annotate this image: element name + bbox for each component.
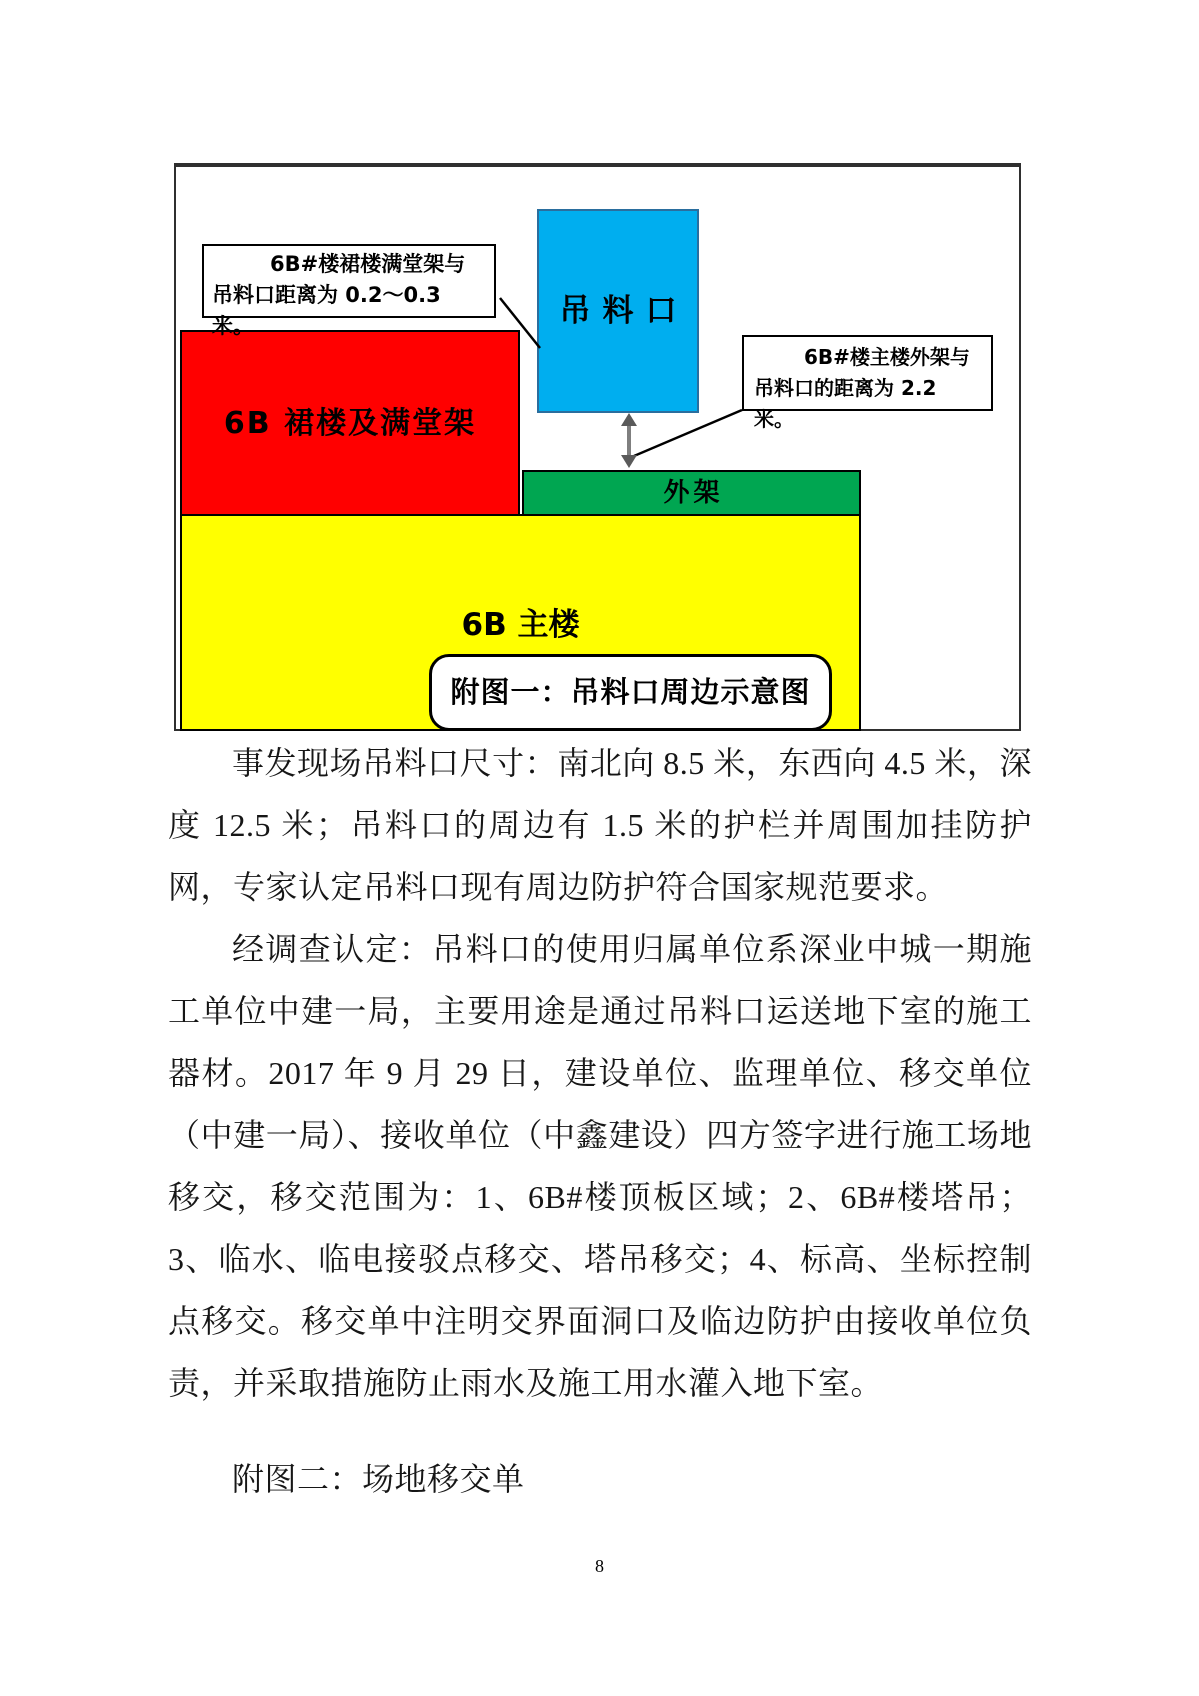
callout-podium-distance: 6B#楼裙楼满堂架与吊料口距离为 0.2～0.3 米。 [202,244,496,318]
hoist-opening-label: 吊料口 [559,292,689,329]
outer-scaffold-label: 外架 [663,477,724,508]
podium-label: 6B 裙楼及满堂架 [223,405,477,441]
figure1-frame [174,163,1021,731]
paragraph-hoist-opening-size: 事发现场吊料口尺寸：南北向 8.5 米，东西向 4.5 米，深度 12.5 米；吊料口的周边有 1.5 米的护栏并周围加挂防护网，专家认定吊料口现有周边防护符合国家规范要求。 [168,745,1032,905]
callout-scaffold-distance: 6B#楼主楼外架与吊料口的距离为 2.2 米。 [742,335,993,411]
figure1-caption-box [429,654,832,731]
hoist-opening-box [537,209,699,413]
paragraph-investigation-finding: 经调查认定：吊料口的使用归属单位系深业中城一期施工单位中建一局，主要用途是通过吊料口运送地下室的施工器材。2017 年 9 月 29 日，建设单位、监理单位、移交单位（中建一局）、接收单位（中鑫建设）四方签字进行施工场地移交，移交范围为：1、6B#楼顶板区域；2、6B#楼塔吊；3、临水、临电接驳点移交、塔吊移交；4、标高、坐标控制点移交。移交单中注明交界面洞口及临边防护由接收单位负责，并采取措施防止雨水及施工用水灌入地下室。 [168,931,1032,1401]
page-number: 8 [595,1556,604,1576]
figure1-caption: 附图一：吊料口周边示意图 [450,674,811,709]
figure2-caption-line: 附图二：场地移交单 [232,1461,525,1497]
body-text-block [168,732,1032,1510]
leader-line-scaffold-callout [634,410,742,456]
podium-box [180,330,520,516]
distance-double-arrow-icon [621,413,637,468]
main-building-label: 6B 主楼 [461,607,580,643]
outer-scaffold-bar [522,470,861,516]
